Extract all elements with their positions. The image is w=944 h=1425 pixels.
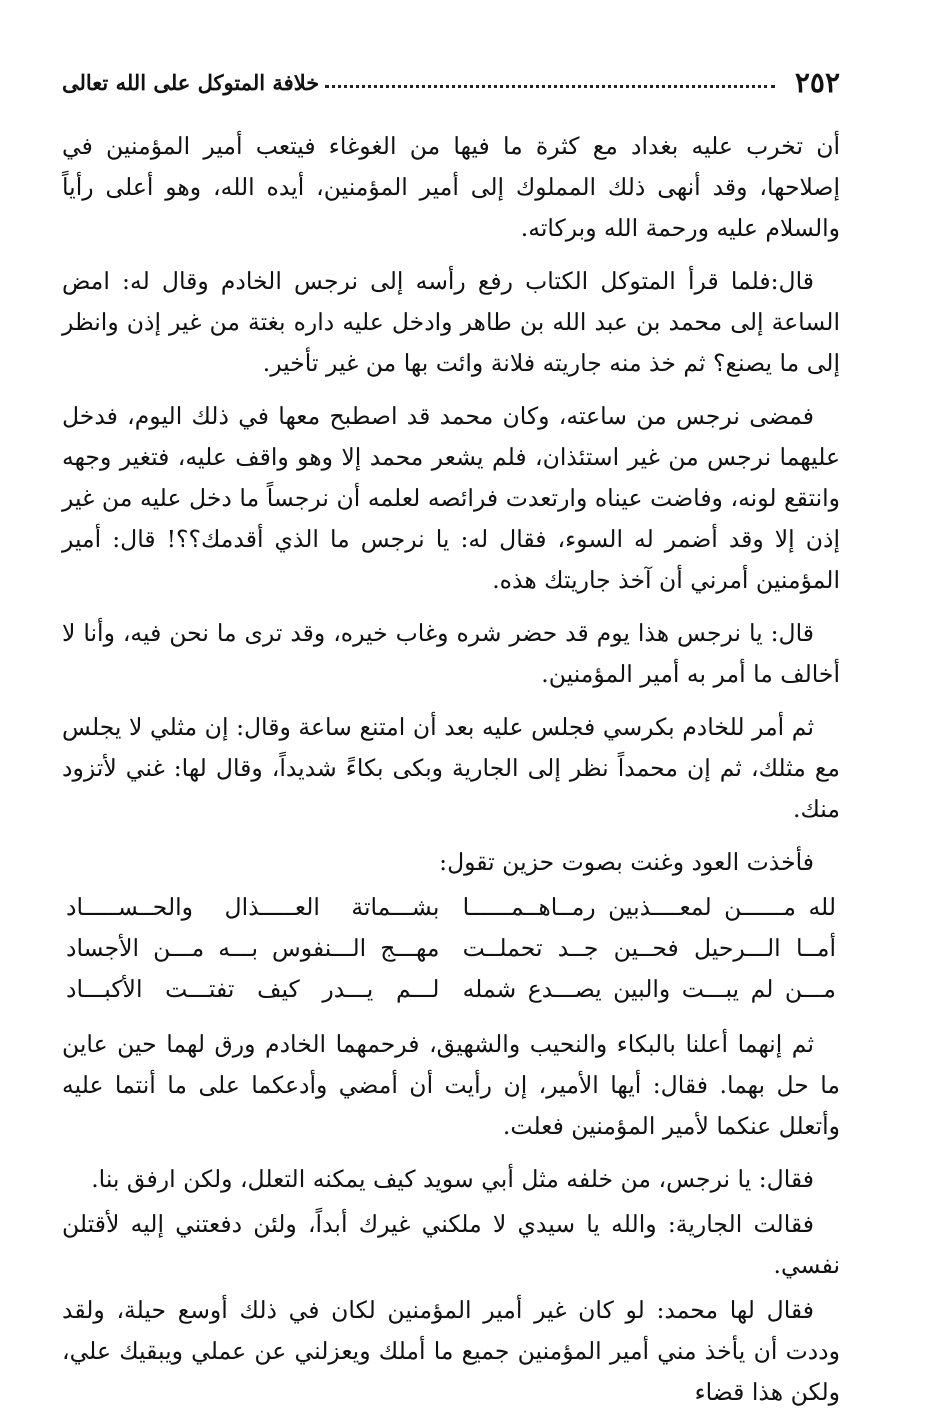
paragraph: ثم إنهما أعلنا بالبكاء والنحيب والشهيق، فرحمهما الخادم ورق لهما حين عاين ما حل بهما. فقال: أيها الأمير، إن رأيت أن أمضي وأدعكما على ما أنتما عليه وأتعلل عنكما لأمير المؤمنين فعلت. [62,1030,840,1140]
page-number: ٢٥٢ [794,65,840,99]
paragraph: فقال: يا نرجس، من خلفه مثل أبي سويد كيف يمكنه التعلل، ولكن ارفق بنا. [91,1165,814,1193]
paragraph: فقالت الجارية: والله يا سيدي لا ملكني غيرك أبداً، ولئن دفعتني إليه لأقتلن نفسي. [62,1210,840,1279]
verse-first-hemistich: أمــا الـــرحيل فحــين جــد تحملــت [462,934,836,962]
verse-second-hemistich: لـــم يـــدر كيف تفتـــت الأكبـــاد [66,975,440,1003]
page-header [62,60,840,104]
paragraph: قال: يا نرجس هذا يوم قد حضر شره وغاب خيره، وقد ترى ما نحن فيه، وأنا لا أخالف ما أمر به أمير المؤمنين. [62,619,840,688]
verse-second-hemistich: بشـــماتة العـــــذال والحــســـــاد [66,893,440,921]
header-dotted-leader [325,85,775,88]
book-page [62,60,840,1425]
paragraph: فقال لها محمد: لو كان غير أمير المؤمنين لكان في ذلك أوسع حيلة، ولقد وددت أن يأخذ مني أمير المؤمنين جميع ما أملك ويعزلني عن عملي ويبقيك علي، ولكن هذا قضاء [62,1296,840,1406]
paragraph: أن تخرب عليه بغداد مع كثرة ما فيها من الغوغاء فيتعب أمير المؤمنين في إصلاحها، وقد أنهى ذلك المملوك إلى أمير المؤمنين، أيده الله، وهو أعلى رأياً والسلام عليه ورحمة الله وبركاته. [62,132,840,242]
poem-verse [62,887,840,928]
paragraph: قال:فلما قرأ المتوكل الكتاب رفع رأسه إلى نرجس الخادم وقال له: امض الساعة إلى محمد بن عبد الله بن طاهر وادخل عليه داره بغتة من غير إذن وانظر إلى ما يصنع؟ ثم خذ منه جاريته فلانة وائت بها من غير تأخير. [62,267,840,377]
verse-second-hemistich: مهـــج الـــنفوس بـــه مـــن الأجساد [66,934,440,962]
poem-verse [62,928,840,969]
body-text [62,126,840,1413]
paragraph: فأخذت العود وغنت بصوت حزين تقول: [439,848,814,876]
running-title: خلافة المتوكل على الله تعالى [62,69,320,95]
paragraph: فمضى نرجس من ساعته، وكان محمد قد اصطبح معها في ذلك اليوم، فدخل عليهما نرجس من غير استئذان، فلم يشعر محمد إلا وهو واقف عليه، فتغير وجهه وانتقع لونه، وفاضت عيناه وارتعدت فرائصه لعلمه أن نرجساً ما دخل عليه من غير إذن إلا وقد أضمر له السوء، فقال له: يا نرجس ما الذي أقدمك؟؟! قال: أمير المؤمنين أمرني أن آخذ جاريتك هذه. [62,402,840,594]
poem-verse [62,969,840,1010]
paragraph: ثم أمر للخادم بكرسي فجلس عليه بعد أن امتنع ساعة وقال: إن مثلي لا يجلس مع مثلك، ثم إن محمداً نظر إلى الجارية وبكى بكاءً شديداً، وقال لها: غني لأتزود منك. [62,713,840,823]
verse-first-hemistich: مـــن لم يبـــت والبين يصـــدع شمله [462,975,836,1003]
poem [62,887,840,1010]
verse-first-hemistich: لله مــــــن لمعــــذبين رمــاهــمــــــا [462,893,836,921]
